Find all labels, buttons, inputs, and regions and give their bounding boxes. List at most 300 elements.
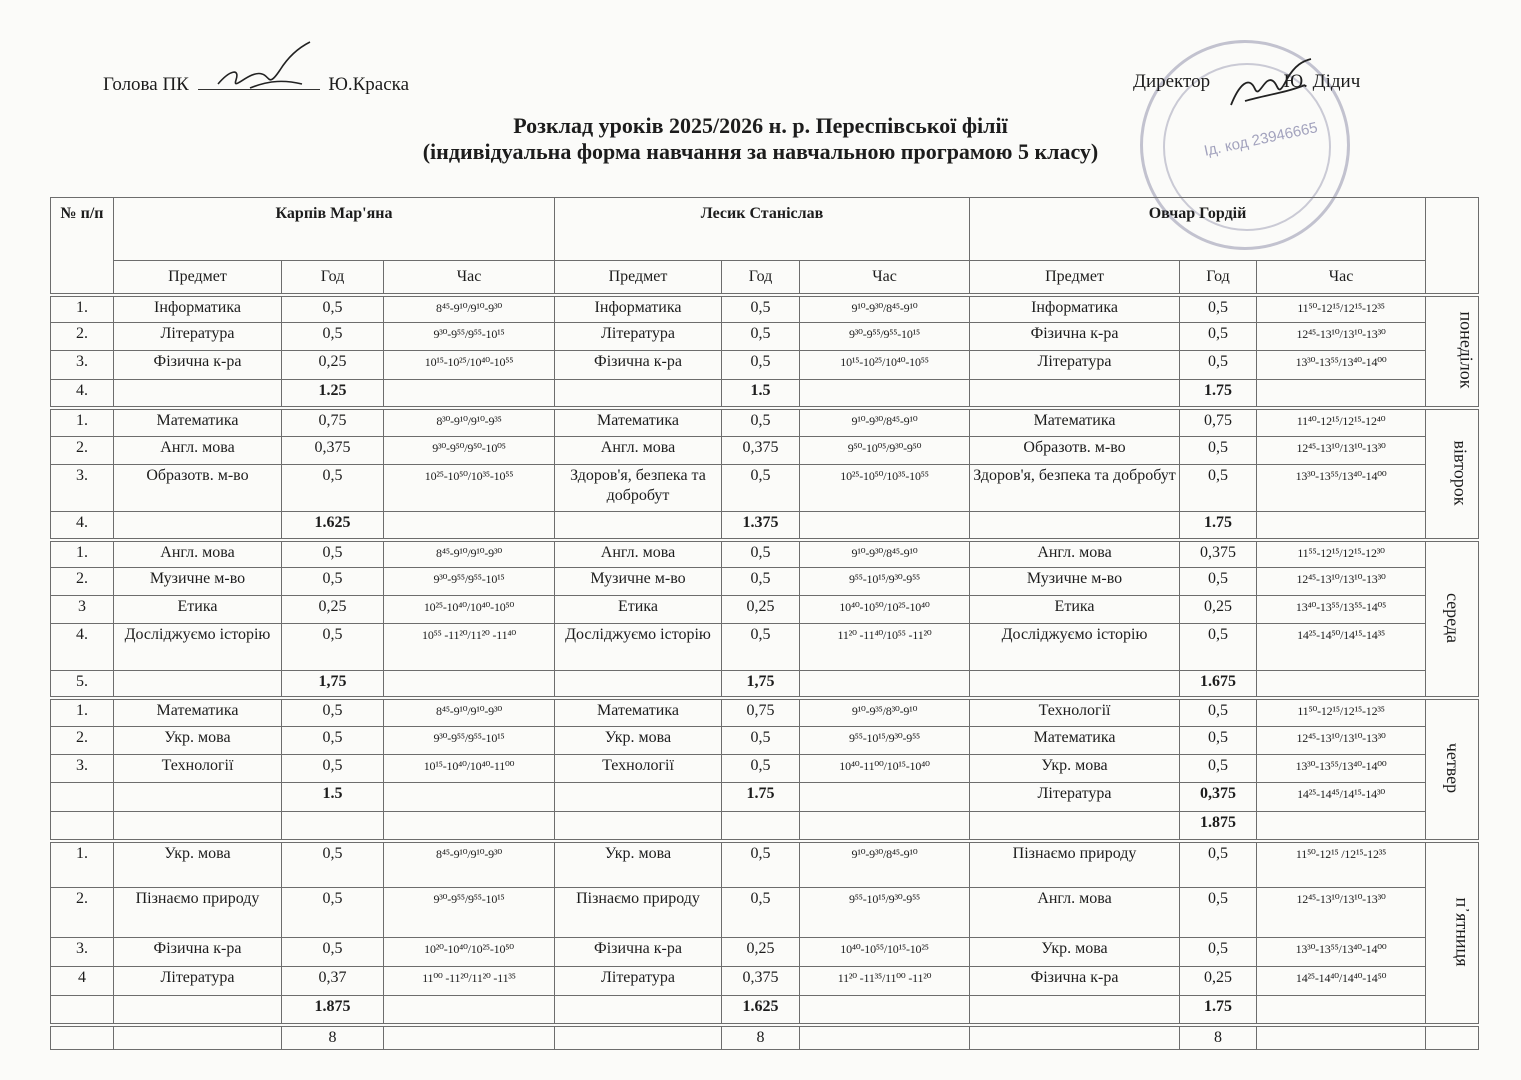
- director-role: Директор: [1133, 71, 1211, 92]
- time-cell: 9³⁰-9⁵⁵/9⁵⁵-10¹⁵: [384, 323, 555, 351]
- hours-cell: 1.75: [722, 783, 800, 812]
- time-cell: [800, 812, 970, 841]
- time-cell: 12⁴⁵-13¹⁰/13¹⁰-13³⁰: [1257, 323, 1426, 351]
- row-number: [51, 783, 114, 812]
- hours-cell: 0,25: [722, 596, 800, 624]
- subject-cell: Фізична к-ра: [970, 967, 1180, 996]
- table-row: [51, 624, 1479, 671]
- hours-cell: 0,5: [722, 540, 800, 568]
- time-cell: 13³⁰-13⁵⁵/13⁴⁰-14⁰⁰: [1257, 465, 1426, 512]
- col-header-subject: Предмет: [970, 261, 1180, 295]
- stamp-code: Ід. код 23946665: [1202, 119, 1320, 160]
- table-row: [51, 996, 1479, 1025]
- time-cell: 9³⁰-9⁵⁵/9⁵⁵-10¹⁵: [800, 323, 970, 351]
- empty-cell: [800, 1025, 970, 1050]
- time-cell: 8³⁰-9¹⁰/9¹⁰-9³⁵: [384, 408, 555, 437]
- hours-cell: 0,5: [722, 465, 800, 512]
- hours-cell: 0,375: [722, 437, 800, 465]
- hours-cell: 0,5: [722, 351, 800, 380]
- hours-cell: 0,75: [722, 698, 800, 727]
- table-row: [51, 727, 1479, 755]
- subject-cell: Англ. мова: [114, 540, 282, 568]
- hours-cell: 1.625: [282, 512, 384, 540]
- table-row: [51, 812, 1479, 841]
- table-row: [51, 938, 1479, 967]
- time-cell: [1257, 812, 1426, 841]
- row-number: 2.: [51, 323, 114, 351]
- title-line-2: (індивідуальна форма навчання за навчальною програмою 5 класу): [422, 139, 1099, 164]
- row-number: 2.: [51, 727, 114, 755]
- subject-cell: Укр. мова: [970, 938, 1180, 967]
- row-number: 3.: [51, 351, 114, 380]
- subject-cell: [970, 996, 1180, 1025]
- time-cell: 10²⁵-10⁵⁰/10³⁵-10⁵⁵: [800, 465, 970, 512]
- subject-cell: [555, 783, 722, 812]
- table-row: [51, 596, 1479, 624]
- day-name: вівторок: [1450, 440, 1471, 505]
- subject-cell: Укр. мова: [555, 841, 722, 888]
- hours-cell: 0,37: [282, 967, 384, 996]
- empty-cell: [970, 1025, 1180, 1050]
- subject-cell: Укр. мова: [114, 727, 282, 755]
- empty-cell: [384, 1025, 555, 1050]
- subject-cell: [114, 380, 282, 408]
- hours-cell: 1,75: [282, 671, 384, 698]
- subject-cell: Математика: [114, 698, 282, 727]
- time-cell: 8⁴⁵-9¹⁰/9¹⁰-9³⁰: [384, 295, 555, 323]
- time-cell: 11²⁰ -11³⁵/11⁰⁰ -11²⁰: [800, 967, 970, 996]
- row-number: 2.: [51, 437, 114, 465]
- hours-cell: 0,5: [1180, 755, 1257, 783]
- time-cell: [384, 812, 555, 841]
- day-name: четвер: [1443, 742, 1464, 794]
- subject-cell: Етика: [555, 596, 722, 624]
- hours-cell: 0,5: [722, 841, 800, 888]
- subject-cell: [555, 380, 722, 408]
- hours-cell: 0,375: [1180, 783, 1257, 812]
- time-cell: 8⁴⁵-9¹⁰/9¹⁰-9³⁰: [384, 841, 555, 888]
- day-label: [1426, 698, 1479, 841]
- subject-cell: Здоров'я, безпека та добробут: [555, 465, 722, 512]
- hours-cell: 0,375: [282, 437, 384, 465]
- table-row: [51, 841, 1479, 888]
- time-cell: [384, 671, 555, 698]
- time-cell: 9⁵⁵-10¹⁵/9³⁰-9⁵⁵: [800, 727, 970, 755]
- subject-cell: Музичне м-во: [970, 568, 1180, 596]
- time-cell: 13³⁰-13⁵⁵/13⁴⁰-14⁰⁰: [1257, 755, 1426, 783]
- schedule-table: [50, 197, 1479, 1050]
- hours-cell: 1.75: [1180, 996, 1257, 1025]
- col-header-hours: Год: [722, 261, 800, 295]
- time-cell: 10⁴⁰-11⁰⁰/10¹⁵-10⁴⁰: [800, 755, 970, 783]
- hours-cell: 0,5: [722, 408, 800, 437]
- hours-cell: 0,5: [282, 727, 384, 755]
- time-cell: 14²⁵-14⁵⁰/14¹⁵-14³⁵: [1257, 624, 1426, 671]
- col-header-hours: Год: [282, 261, 384, 295]
- hours-cell: 0,5: [1180, 323, 1257, 351]
- subject-cell: Пізнаємо природу: [555, 888, 722, 938]
- student-name-3: Овчар Гордій: [970, 198, 1426, 261]
- table-row: [51, 465, 1479, 512]
- day-name: понеділок: [1456, 311, 1477, 389]
- total-hours: 8: [282, 1025, 384, 1050]
- time-cell: [384, 996, 555, 1025]
- subject-cell: Математика: [970, 727, 1180, 755]
- page-title: [0, 113, 1521, 165]
- subject-cell: Музичне м-во: [555, 568, 722, 596]
- hours-cell: 1.5: [282, 783, 384, 812]
- hours-cell: 0,375: [722, 967, 800, 996]
- col-header-number: № п/п: [51, 198, 114, 295]
- subject-cell: Англ. мова: [970, 540, 1180, 568]
- hours-cell: 0,25: [1180, 596, 1257, 624]
- subject-cell: [970, 380, 1180, 408]
- time-cell: [384, 380, 555, 408]
- hours-cell: 0,5: [282, 540, 384, 568]
- time-cell: 11²⁰ -11⁴⁰/10⁵⁵ -11²⁰: [800, 624, 970, 671]
- hours-cell: [722, 812, 800, 841]
- row-number: 2.: [51, 888, 114, 938]
- hours-cell: 0,5: [282, 938, 384, 967]
- subject-cell: Укр. мова: [114, 841, 282, 888]
- time-cell: 12⁴⁵-13¹⁰/13¹⁰-13³⁰: [1257, 437, 1426, 465]
- subject-cell: Англ. мова: [555, 540, 722, 568]
- time-cell: 10²⁵-10⁵⁰/10³⁵-10⁵⁵: [384, 465, 555, 512]
- hours-cell: 0,75: [282, 408, 384, 437]
- time-cell: 9⁵⁰-10⁰⁵/9³⁰-9⁵⁰: [800, 437, 970, 465]
- title-line-1: Розклад уроків 2025/2026 н. р. Переспівської філії: [513, 113, 1008, 138]
- subject-cell: Інформатика: [114, 295, 282, 323]
- hours-cell: 0,25: [282, 351, 384, 380]
- row-number: 1.: [51, 698, 114, 727]
- table-row: [51, 783, 1479, 812]
- hours-cell: 1.875: [1180, 812, 1257, 841]
- subject-cell: Інформатика: [970, 295, 1180, 323]
- time-cell: [1257, 996, 1426, 1025]
- time-cell: [384, 512, 555, 540]
- hours-cell: 0,75: [1180, 408, 1257, 437]
- time-cell: 12⁴⁵-13¹⁰/13¹⁰-13³⁰: [1257, 568, 1426, 596]
- hours-cell: 1.625: [722, 996, 800, 1025]
- hours-cell: 0,5: [282, 323, 384, 351]
- hours-cell: 0,25: [722, 938, 800, 967]
- day-name: середа: [1443, 592, 1464, 643]
- hours-cell: 0,25: [1180, 967, 1257, 996]
- hours-cell: 0,5: [722, 755, 800, 783]
- hours-cell: 1.875: [282, 996, 384, 1025]
- day-label: [1426, 408, 1479, 540]
- subject-cell: Література: [114, 967, 282, 996]
- time-cell: 10⁴⁰-10⁵⁰/10²⁵-10⁴⁰: [800, 596, 970, 624]
- hours-cell: 1.375: [722, 512, 800, 540]
- hours-cell: 0,5: [1180, 351, 1257, 380]
- time-cell: 9¹⁰-9³⁰/8⁴⁵-9¹⁰: [800, 841, 970, 888]
- subject-cell: Інформатика: [555, 295, 722, 323]
- hours-cell: 0,5: [1180, 568, 1257, 596]
- row-number: 1.: [51, 295, 114, 323]
- time-cell: 12⁴⁵-13¹⁰/13¹⁰-13³⁰: [1257, 888, 1426, 938]
- table-row: [51, 967, 1479, 996]
- subject-cell: Математика: [114, 408, 282, 437]
- empty-cell: [114, 1025, 282, 1050]
- row-number: 4.: [51, 380, 114, 408]
- time-cell: 10¹⁵-10²⁵/10⁴⁰-10⁵⁵: [384, 351, 555, 380]
- table-row: [51, 512, 1479, 540]
- subject-cell: Фізична к-ра: [114, 938, 282, 967]
- time-cell: 9³⁰-9⁵⁰/9⁵⁰-10⁰⁵: [384, 437, 555, 465]
- hours-cell: 0,5: [1180, 624, 1257, 671]
- hours-cell: 0,5: [282, 295, 384, 323]
- hours-cell: 1.75: [1180, 380, 1257, 408]
- time-cell: 9³⁰-9⁵⁵/9⁵⁵-10¹⁵: [384, 888, 555, 938]
- subject-cell: Література: [555, 323, 722, 351]
- time-cell: [800, 512, 970, 540]
- subject-cell: Фізична к-ра: [555, 351, 722, 380]
- subject-cell: Здоров'я, безпека та добробут: [970, 465, 1180, 512]
- time-cell: 11⁵⁰-12¹⁵ /12¹⁵-12³⁵: [1257, 841, 1426, 888]
- head-name: Ю.Краска: [328, 74, 410, 95]
- subject-cell: Укр. мова: [555, 727, 722, 755]
- row-number: 1.: [51, 841, 114, 888]
- time-cell: 10¹⁵-10⁴⁰/10⁴⁰-11⁰⁰: [384, 755, 555, 783]
- subject-cell: Технології: [555, 755, 722, 783]
- subject-cell: [970, 812, 1180, 841]
- col-header-time: Час: [800, 261, 970, 295]
- totals-row: [51, 1025, 1479, 1050]
- subject-cell: Фізична к-ра: [970, 323, 1180, 351]
- subject-cell: Література: [555, 967, 722, 996]
- empty-cell: [555, 1025, 722, 1050]
- time-cell: 11⁵⁰-12¹⁵/12¹⁵-12³⁵: [1257, 698, 1426, 727]
- row-number: 4.: [51, 512, 114, 540]
- subject-cell: Література: [970, 783, 1180, 812]
- time-cell: 13³⁰-13⁵⁵/13⁴⁰-14⁰⁰: [1257, 351, 1426, 380]
- table-row: [51, 437, 1479, 465]
- day-header: [1426, 198, 1479, 295]
- table-row: [51, 755, 1479, 783]
- time-cell: [1257, 380, 1426, 408]
- col-header-subject: Предмет: [114, 261, 282, 295]
- day-label: [1426, 295, 1479, 408]
- row-number: [51, 996, 114, 1025]
- time-cell: 13³⁰-13⁵⁵/13⁴⁰-14⁰⁰: [1257, 938, 1426, 967]
- hours-cell: 0,5: [282, 698, 384, 727]
- hours-cell: 1.25: [282, 380, 384, 408]
- total-hours: 8: [722, 1025, 800, 1050]
- row-number: 1.: [51, 540, 114, 568]
- subject-cell: Музичне м-во: [114, 568, 282, 596]
- total-hours: 8: [1180, 1025, 1257, 1050]
- hours-cell: 0,5: [282, 888, 384, 938]
- subject-cell: Математика: [555, 408, 722, 437]
- col-header-time: Час: [384, 261, 555, 295]
- subject-cell: Фізична к-ра: [555, 938, 722, 967]
- row-number: 5.: [51, 671, 114, 698]
- hours-cell: 1.75: [1180, 512, 1257, 540]
- day-name: п᾿ятниця: [1452, 897, 1473, 966]
- time-cell: 11⁴⁰-12¹⁵/12¹⁵-12⁴⁰: [1257, 408, 1426, 437]
- time-cell: [1257, 512, 1426, 540]
- time-cell: 9³⁰-9⁵⁵/9⁵⁵-10¹⁵: [384, 727, 555, 755]
- subject-cell: [114, 671, 282, 698]
- time-cell: [800, 996, 970, 1025]
- col-header-time: Час: [1257, 261, 1426, 295]
- time-cell: 11⁵⁰-12¹⁵/12¹⁵-12³⁵: [1257, 295, 1426, 323]
- hours-cell: 0,5: [282, 841, 384, 888]
- row-number: [51, 812, 114, 841]
- hours-cell: 0,5: [722, 295, 800, 323]
- row-number: 3.: [51, 465, 114, 512]
- time-cell: 9¹⁰-9³⁰/8⁴⁵-9¹⁰: [800, 408, 970, 437]
- table-row: [51, 568, 1479, 596]
- hours-cell: 0,5: [282, 624, 384, 671]
- subject-cell: Етика: [970, 596, 1180, 624]
- subject-cell: Пізнаємо природу: [970, 841, 1180, 888]
- time-cell: 9⁵⁵-10¹⁵/9³⁰-9⁵⁵: [800, 888, 970, 938]
- hours-cell: 0,5: [282, 465, 384, 512]
- table-row: [51, 671, 1479, 698]
- time-cell: 10²⁵-10⁴⁰/10⁴⁰-10⁵⁰: [384, 596, 555, 624]
- table-row: [51, 380, 1479, 408]
- time-cell: 8⁴⁵-9¹⁰/9¹⁰-9³⁰: [384, 540, 555, 568]
- hours-cell: 1.5: [722, 380, 800, 408]
- hours-cell: 1.675: [1180, 671, 1257, 698]
- subject-cell: Література: [970, 351, 1180, 380]
- empty-cell: [1257, 1025, 1426, 1050]
- time-cell: [800, 783, 970, 812]
- subject-cell: Технології: [114, 755, 282, 783]
- hours-cell: 0,5: [722, 888, 800, 938]
- hours-cell: 0,5: [282, 568, 384, 596]
- subject-cell: Література: [114, 323, 282, 351]
- hours-cell: 0,5: [1180, 888, 1257, 938]
- time-cell: [800, 380, 970, 408]
- hours-cell: 0,5: [722, 624, 800, 671]
- subject-cell: [555, 512, 722, 540]
- row-number: 3.: [51, 938, 114, 967]
- table-row: [51, 295, 1479, 323]
- subject-cell: [114, 512, 282, 540]
- row-number: 2.: [51, 568, 114, 596]
- hours-cell: 0,5: [722, 568, 800, 596]
- time-cell: 11⁵⁵-12¹⁵/12¹⁵-12³⁰: [1257, 540, 1426, 568]
- hours-cell: 1,75: [722, 671, 800, 698]
- empty-cell: [1426, 1025, 1479, 1050]
- subject-cell: [970, 671, 1180, 698]
- subject-cell: [555, 671, 722, 698]
- hours-cell: 0,5: [1180, 938, 1257, 967]
- row-number: 4: [51, 967, 114, 996]
- subject-cell: Фізична к-ра: [114, 351, 282, 380]
- subject-cell: Досліджуємо історію: [555, 624, 722, 671]
- subject-cell: [555, 812, 722, 841]
- subject-cell: Англ. мова: [555, 437, 722, 465]
- subject-cell: Образотв. м-во: [970, 437, 1180, 465]
- time-cell: 10⁵⁵ -11²⁰/11²⁰ -11⁴⁰: [384, 624, 555, 671]
- table-row: [51, 408, 1479, 437]
- col-header-subject: Предмет: [555, 261, 722, 295]
- time-cell: 11⁰⁰ -11²⁰/11²⁰ -11³⁵: [384, 967, 555, 996]
- time-cell: 10¹⁵-10²⁵/10⁴⁰-10⁵⁵: [800, 351, 970, 380]
- time-cell: [1257, 671, 1426, 698]
- row-number: 3.: [51, 755, 114, 783]
- col-header-hours: Год: [1180, 261, 1257, 295]
- subject-cell: Досліджуємо історію: [114, 624, 282, 671]
- hours-cell: [282, 812, 384, 841]
- subject-cell: Технології: [970, 698, 1180, 727]
- hours-cell: 0,5: [1180, 727, 1257, 755]
- time-cell: 12⁴⁵-13¹⁰/13¹⁰-13³⁰: [1257, 727, 1426, 755]
- time-cell: [800, 671, 970, 698]
- subject-cell: [970, 512, 1180, 540]
- time-cell: 9¹⁰-9³⁰/8⁴⁵-9¹⁰: [800, 540, 970, 568]
- student-name-1: Карпів Мар'яна: [114, 198, 555, 261]
- time-cell: 9¹⁰-9³⁰/8⁴⁵-9¹⁰: [800, 295, 970, 323]
- director-name: Ю. Дідич: [1283, 71, 1361, 92]
- subject-cell: Укр. мова: [970, 755, 1180, 783]
- hours-cell: 0,5: [722, 727, 800, 755]
- hours-cell: 0,5: [1180, 841, 1257, 888]
- subject-cell: Образотв. м-во: [114, 465, 282, 512]
- table-row: [51, 888, 1479, 938]
- subject-cell: Етика: [114, 596, 282, 624]
- time-cell: 10²⁰-10⁴⁰/10²⁵-10⁵⁰: [384, 938, 555, 967]
- subject-cell: [114, 996, 282, 1025]
- time-cell: [384, 783, 555, 812]
- subject-cell: Пізнаємо природу: [114, 888, 282, 938]
- table-row: [51, 698, 1479, 727]
- hours-cell: 0,5: [722, 323, 800, 351]
- day-label: [1426, 540, 1479, 698]
- row-number: 4.: [51, 624, 114, 671]
- time-cell: 14²⁵-14⁴⁰/14⁴⁰-14⁵⁰: [1257, 967, 1426, 996]
- subject-cell: Англ. мова: [970, 888, 1180, 938]
- subject-cell: [555, 996, 722, 1025]
- hours-cell: 0,5: [282, 755, 384, 783]
- time-cell: 14²⁵-14⁴⁵/14¹⁵-14³⁰: [1257, 783, 1426, 812]
- empty-cell: [51, 1025, 114, 1050]
- student-name-2: Лесик Станіслав: [555, 198, 970, 261]
- time-cell: 10⁴⁰-10⁵⁵/10¹⁵-10²⁵: [800, 938, 970, 967]
- hours-cell: 0,375: [1180, 540, 1257, 568]
- time-cell: 9¹⁰-9³⁵/8³⁰-9¹⁰: [800, 698, 970, 727]
- subject-cell: [114, 812, 282, 841]
- signature-left: [210, 40, 320, 100]
- table-row: [51, 351, 1479, 380]
- subject-cell: [114, 783, 282, 812]
- row-number: 1.: [51, 408, 114, 437]
- hours-cell: 0,5: [1180, 465, 1257, 512]
- hours-cell: 0,5: [1180, 437, 1257, 465]
- table-row: [51, 323, 1479, 351]
- time-cell: 8⁴⁵-9¹⁰/9¹⁰-9³⁰: [384, 698, 555, 727]
- subject-cell: Англ. мова: [114, 437, 282, 465]
- subject-cell: Математика: [555, 698, 722, 727]
- signature-right: [1225, 55, 1315, 115]
- hours-cell: 0,5: [1180, 295, 1257, 323]
- day-label: [1426, 841, 1479, 1025]
- time-cell: 9⁵⁵-10¹⁵/9³⁰-9⁵⁵: [800, 568, 970, 596]
- subject-cell: Математика: [970, 408, 1180, 437]
- row-number: 3: [51, 596, 114, 624]
- hours-cell: 0,25: [282, 596, 384, 624]
- time-cell: 9³⁰-9⁵⁵/9⁵⁵-10¹⁵: [384, 568, 555, 596]
- table-row: [51, 540, 1479, 568]
- hours-cell: 0,5: [1180, 698, 1257, 727]
- subject-cell: Досліджуємо історію: [970, 624, 1180, 671]
- head-role: Голова ПК: [103, 74, 189, 95]
- time-cell: 13⁴⁰-13⁵⁵/13⁵⁵-14⁰⁵: [1257, 596, 1426, 624]
